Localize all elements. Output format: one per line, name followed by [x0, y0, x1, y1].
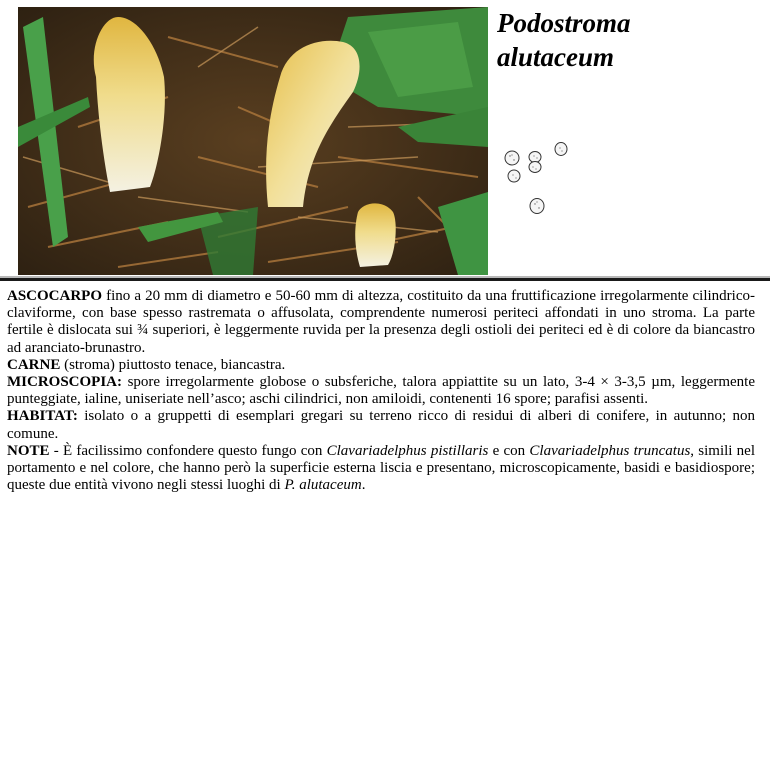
section-carne: [7, 357, 755, 374]
section-text: fino a 20 mm di diametro e 50-60 mm di altezza, costituito da una fruttificazione irregolarmente cilindrico-claviforme, con base spesso rastremata o affusolata, comprendente numerosi periteci affondati in uno stroma. La parte fertile è dislocata sui ¾ superiori, è leggermente ruvida per la presenza degli ostioli dei periteci ed è di colore da biancastro ad aranciato-brunastro.: [7, 288, 755, 356]
section-label: NOTE: [7, 442, 50, 459]
section-text: e con: [488, 442, 530, 459]
species-name: P. alutaceum: [284, 477, 362, 494]
section-habitat: [7, 408, 755, 442]
species-epithet: alutaceum: [497, 42, 615, 72]
species-name: Clavariadelphus pistillaris: [326, 442, 489, 459]
section-note: [7, 443, 755, 495]
section-label: CARNE: [7, 356, 61, 373]
section-text: .: [361, 477, 366, 494]
species-title: [497, 6, 631, 74]
section-label: MICROSCOPIA:: [7, 374, 122, 391]
section-label: ASCOCARPO: [7, 288, 103, 304]
section-text: isolato o a gruppetti di esemplari gregari su terreno ricco di residui di alberi di conifere, in autunno; non comune.: [7, 408, 755, 442]
section-text: spore irregolarmente globose o subsferiche, talora appiattite su un lato, 3-4 × 3-3,5 µm, leggermente punteggiate, ialine, uniseriate nell’asco; aschi cilindrici, non amiloidi, contenenti 16 spore; parafisi assenti.: [7, 374, 755, 408]
divider-dark: [0, 278, 770, 281]
section-label: HABITAT:: [7, 408, 78, 425]
section-microscopia: [7, 374, 755, 408]
section-text: , simili nel portamento e nel colore, che hanno però la superficie esterna liscia e presentano, microscopicamente, basidi e basidiospore; queste due entità vivono negli stessi luoghi di: [7, 442, 756, 494]
section-ascocarpo: [7, 288, 755, 357]
section-text: - È facilissimo confondere questo fungo con: [49, 442, 327, 459]
mushroom-photo: [18, 7, 488, 275]
species-name: Clavariadelphus truncatus: [529, 442, 691, 459]
spore-drawing: [500, 138, 580, 218]
description-body: [7, 288, 755, 494]
species-genus: Podostroma: [497, 8, 631, 38]
section-text: (stroma) piuttosto tenace, biancastra.: [60, 356, 286, 373]
